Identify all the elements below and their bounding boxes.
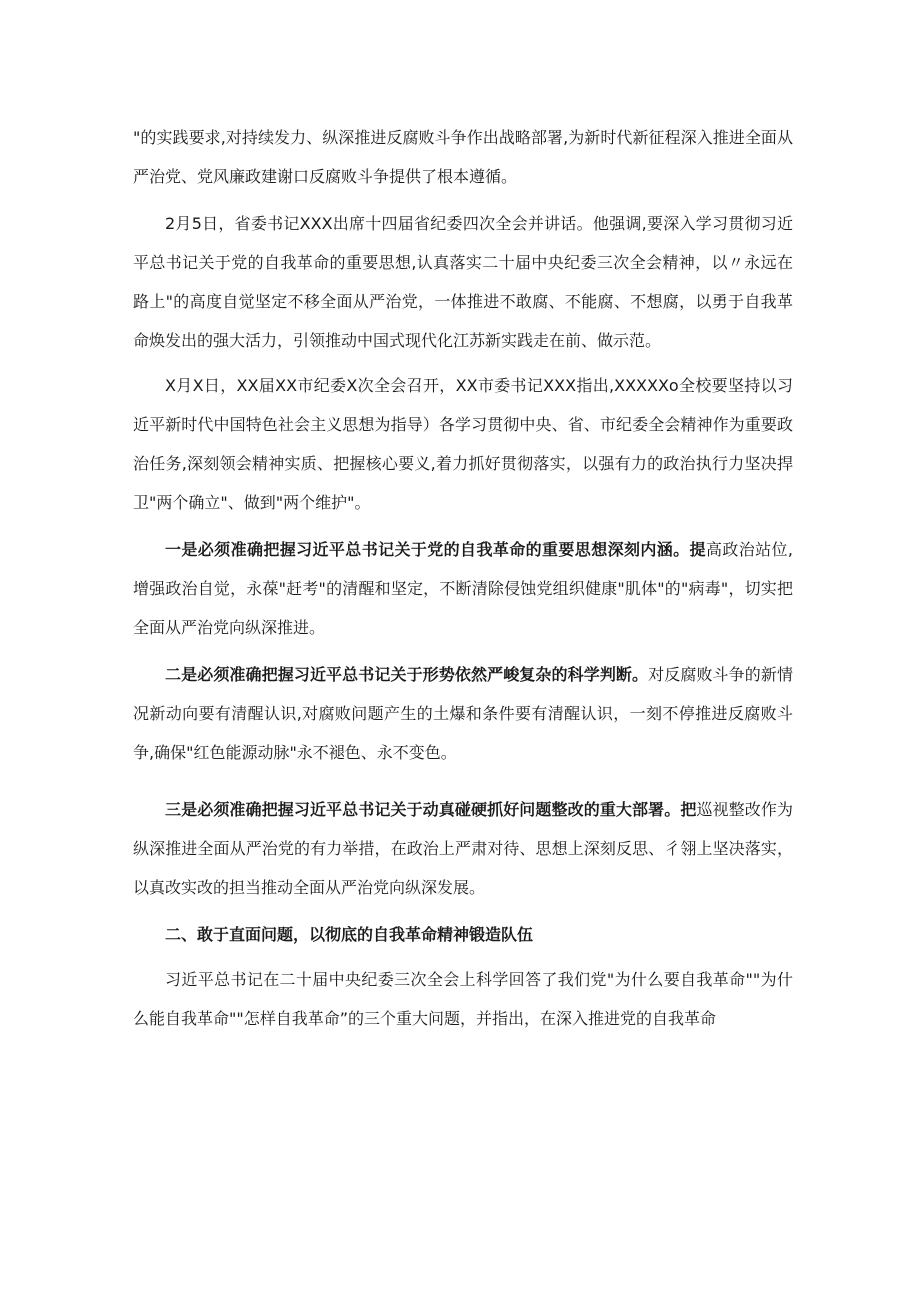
paragraph-5-lead: 二是必须准确把握习近平总书记关于形势依然严峻复杂的科学判断。	[165, 665, 649, 684]
paragraph-3: X月X日，XX届XX市纪委X次全会召开，XX市委书记XXX指出,XXXXXo全校要坚持以习近平新时代中国特色社会主义思想为指导）各学习贯彻中央、省、市纪委全会精神作为重要政治任务,深刻领会精神实质、把握核心要义,着力抓好贯彻落实，以强有力的政治执行力坚决捍卫"两个确立"、做到"两个维护"。	[133, 376, 793, 512]
paragraph-6-lead: 三是必须准确把握习近平总书记关于动真碰硬抓好问题整改的重大部署。把	[165, 800, 697, 819]
paragraph-4-body: 高政治站位,增强政治自觉，永葆"赶考"的清醒和坚定，不断清除侵蚀党组织健康"肌体"的"病毒"，切实把全面从严治党向纵深推进。	[133, 540, 793, 637]
paragraph-5-body: 对反腐败斗争的新情况新动向要有清醒认识,对腐败问题产生的土爆和条件要有清醒认识，一刻不停推进反腐败斗争,确保"红色能源动脉"永不褪色、永不变色。	[133, 665, 793, 762]
paragraph-6	[133, 790, 793, 907]
paragraph-2: 2月5日，省委书记XXX出席十四届省纪委四次全会并讲话。他强调,要深入学习贯彻习近平总书记关于党的自我革命的重要思想,认真落实二十届中央纪委三次全会精神，以〃永远在路上"的高度自觉坚定不移全面从严治党，一体推进不敢腐、不能腐、不想腐，以勇于自我革命焕发出的强大活力，引领推动中国式现代化江苏新实践走在前、做示范。	[133, 214, 793, 350]
paragraph-7: 习近平总书记在二十届中央纪委三次全会上科学回答了我们党"为什么要自我革命""为什么能自我革命""怎样自我革命”的三个重大问题，并指出，在深入推进党的自我革命	[133, 970, 793, 1028]
paragraph-4	[133, 530, 793, 647]
paragraph-4-lead: 一是必须准确把握习近平总书记关于党的自我革命的重要思想深刻内涵。提	[165, 540, 706, 559]
paragraph-5	[133, 655, 793, 772]
paragraph-1: "的实践要求,对持续发力、纵深推进反腐败斗争作出战略部署,为新时代新征程深入推进全面从严治党、党风廉政建谢口反腐败斗争提供了根本遵循。	[133, 128, 793, 186]
paragraph-6-body: 巡视整改作为纵深推进全面从严治党的有力举措，在政治上严肃对待、思想上深刻反思、彳翎上坚决落实，以真改实改的担当推动全面从严治党向纵深发展。	[133, 800, 793, 897]
section-heading-2: 二、敢于直面问题，以彻底的自我革命精神锻造队伍	[165, 925, 534, 944]
document-page	[133, 118, 793, 1038]
